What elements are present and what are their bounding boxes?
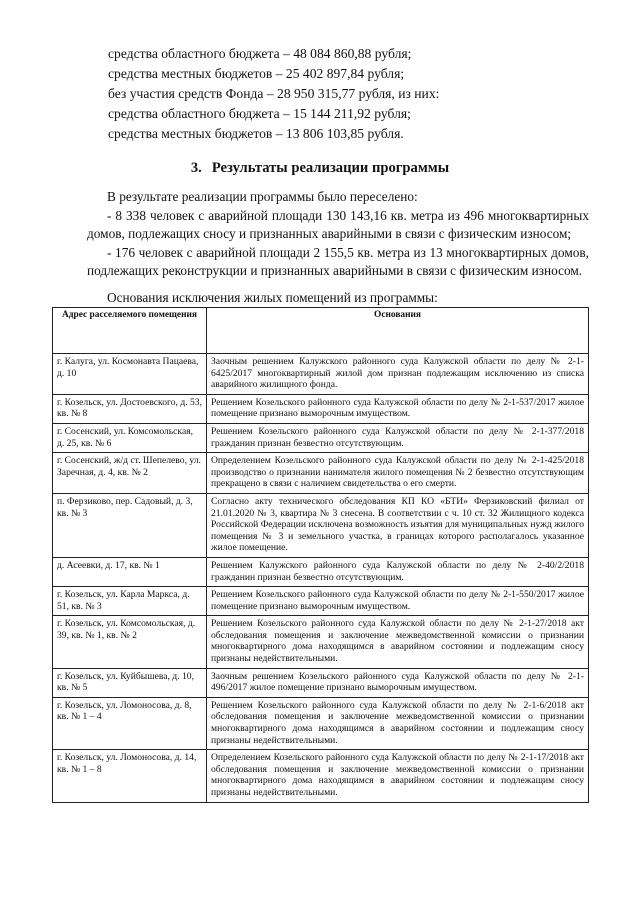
budget-line: средства местных бюджетов – 13 806 103,85 рубля.	[108, 126, 404, 141]
table-row	[53, 697, 589, 749]
results-text	[87, 188, 589, 281]
row-reason: Заочным решением Калужского районного суда Калужской области по делу № 2-1-6425/2017 многоквартирный жилой дом признан подлежащим исключению из списка аварийного жилищного фонда.	[207, 354, 589, 395]
row-address: г. Козельск, ул. Ломоносова, д. 14, кв. № 1 – 8	[53, 750, 207, 802]
row-reason: Решением Козельского районного суда Калужской области по делу № 2-1-377/2018 гражданин признан безвестно отсутствующим.	[207, 423, 589, 452]
row-address: г. Сосенский, ж/д ст. Шепелево, ул. Заречная, д. 4, кв. № 2	[53, 453, 207, 494]
row-reason: Определением Козельского районного суда Калужской области по делу № 2-1-425/2018 производство о признании нанимателя жилого помещения № 2 безвестно отсутствующим прекращено в связи с наличием свидетельства о его смерти.	[207, 453, 589, 494]
section-heading	[0, 158, 640, 178]
row-reason: Решением Калужского районного суда Калужской области по делу № 2-40/2/2018 гражданин признан безвестно отсутствующим.	[207, 557, 589, 586]
row-address: г. Козельск, ул. Комсомольская, д. 39, кв. № 1, кв. № 2	[53, 616, 207, 668]
row-address: г. Сосенский, ул. Комсомольская, д. 25, кв. № 6	[53, 423, 207, 452]
row-address: д. Асеевки, д. 17, кв. № 1	[53, 557, 207, 586]
row-reason: Заочным решением Козельского районного суда Калужской области по делу № 2-1-496/2017 жилое помещение признано выморочным имуществом.	[207, 668, 589, 697]
table-row	[53, 587, 589, 616]
table-row	[53, 750, 589, 802]
exclusion-grounds-table	[52, 307, 589, 803]
paragraph: - 176 человек с аварийной площади 2 155,5 кв. метра из 13 многоквартирных домов, подлежащих реконструкции и признанных аварийными в связи с физическим износом.	[87, 244, 589, 279]
table-row	[53, 616, 589, 668]
section-number: 3.	[190, 160, 202, 176]
header-reason: Основания	[207, 308, 589, 354]
budget-line: без участия средств Фонда – 28 950 315,77 рубля, из них:	[108, 86, 440, 101]
row-reason: Решением Козельского районного суда Калужской области по делу № 2-1-27/2018 акт обследования помещения и заключение межведомственной комиссии о признании многоквартирного дома находящимся в аварийном состоянии и подлежащим сносу признаны недействительными.	[207, 616, 589, 668]
row-address: г. Козельск, ул. Достоевского, д. 53, кв. № 8	[53, 394, 207, 423]
table-row	[53, 668, 589, 697]
paragraph: В результате реализации программы было переселено:	[107, 189, 418, 204]
table-caption: Основания исключения жилых помещений из программы:	[107, 290, 438, 305]
table-row	[53, 557, 589, 586]
table-row	[53, 354, 589, 395]
table-row	[53, 493, 589, 557]
row-address: г. Козельск, ул. Ломоносова, д. 8, кв. № 1 – 4	[53, 697, 207, 749]
paragraph: - 8 338 человек с аварийной площади 130 143,16 кв. метра из 496 многоквартирных домов, подлежащих сносу и признанных аварийными в связи с физическим износом;	[87, 207, 589, 242]
row-reason: Решением Козельского районного суда Калужской области по делу № 2-1-6/2018 акт обследования помещения и заключение межведомственной комиссии о признании многоквартирного дома находящимся в аварийном состоянии и подлежащим сносу признаны недействительными.	[207, 697, 589, 749]
section-title: Результаты реализации программы	[211, 160, 450, 176]
row-reason: Согласно акту технического обследования КП КО «БТИ» Ферзиковский филиал от 21.01.2020 № 3, квартира № 3 снесена. В соответствии с ч. 10 ст. 32 Жилищного кодекса Российской Федерации исключена возможность изъятия для муниципальных нужд жилого помещения № 3 и земельного участка, в границах которого располагалось указанное жилое помещение.	[207, 493, 589, 557]
table-header-row	[53, 308, 589, 354]
row-reason: Решением Козельского районного суда Калужской области по делу № 2-1-550/2017 жилое помещение признано выморочным имуществом.	[207, 587, 589, 616]
header-address: Адрес расселяемого помещения	[53, 308, 207, 354]
budget-line: средства областного бюджета – 15 144 211,92 рубля;	[108, 106, 411, 121]
budget-line: средства местных бюджетов – 25 402 897,84 рубля;	[108, 66, 405, 81]
row-reason: Решением Козельского районного суда Калужской области по делу № 2-1-537/2017 жилое помещение признано выморочным имуществом.	[207, 394, 589, 423]
row-address: г. Козельск, ул. Куйбышева, д. 10, кв. № 5	[53, 668, 207, 697]
budget-list	[108, 44, 588, 144]
table-row	[53, 453, 589, 494]
table-row	[53, 394, 589, 423]
row-address: г. Козельск, ул. Карла Маркса, д. 51, кв. № 3	[53, 587, 207, 616]
row-reason: Определением Козельского районного суда Калужской области по делу № 2-1-17/2018 акт обследования помещения и заключение межведомственной комиссии о признании многоквартирного дома находящимся в аварийном состоянии и подлежащим сносу признаны недействительными.	[207, 750, 589, 802]
table-row	[53, 423, 589, 452]
row-address: г. Калуга, ул. Космонавта Пацаева, д. 10	[53, 354, 207, 395]
budget-line: средства областного бюджета – 48 084 860,88 рубля;	[108, 46, 412, 61]
row-address: п. Ферзиково, пер. Садовый, д. 3, кв. № 3	[53, 493, 207, 557]
